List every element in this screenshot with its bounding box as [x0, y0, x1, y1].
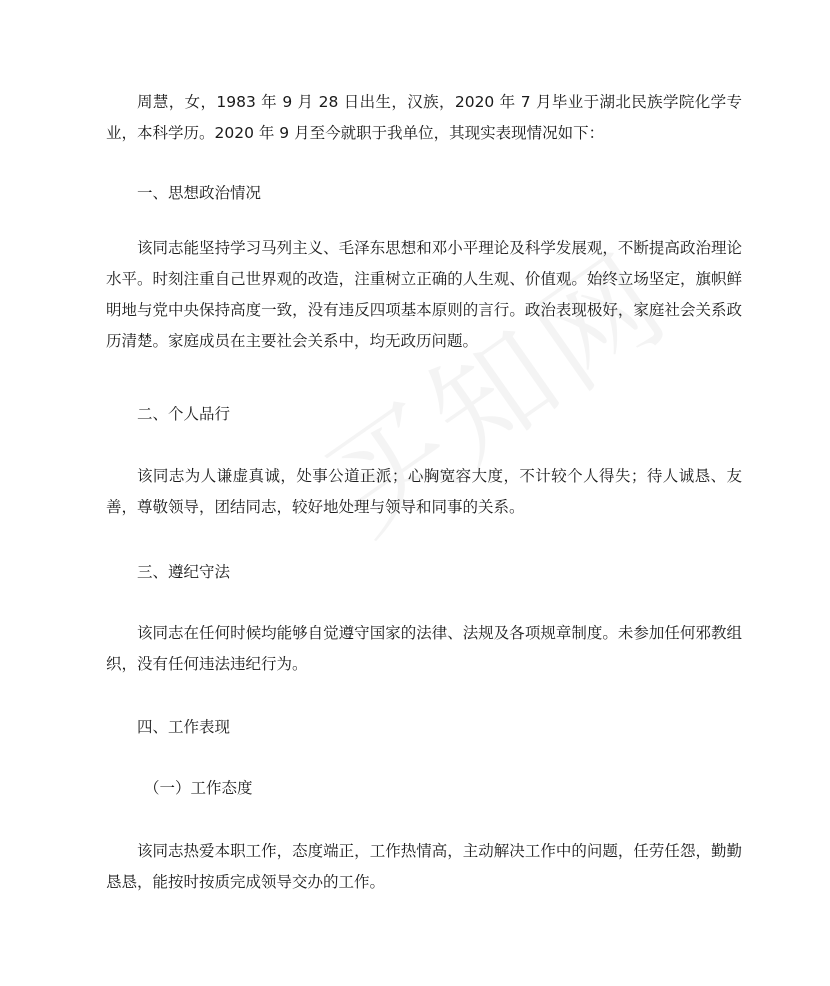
section-body-character: 该同志为人谦虚真诚，处事公道正派；心胸宽容大度，不计较个人得失；待人诚恳、友善，尊敬领导，团结同志，较好地处理与领导和同事的关系。 [106, 467, 742, 516]
section-heading-political: 一、思想政治情况 [137, 184, 262, 202]
subsection-heading-attitude: （一）工作态度 [144, 779, 253, 797]
section-heading-character: 二、个人品行 [137, 405, 231, 423]
subsection-body-attitude: 该同志热爱本职工作，态度端正，工作热情高，主动解决工作中的问题，任劳任怨，勤勤恳恳，能按时按质完成领导交办的工作。 [106, 842, 742, 891]
intro-paragraph: 周慧，女，1983 年 9 月 28 日出生，汉族，2020 年 7 月毕业于湖北民族学院化学专业，本科学历。2020 年 9 月至今就职于我单位，其现实表现情况如下： [106, 93, 742, 142]
section-heading-work: 四、工作表现 [137, 718, 231, 736]
section-body-political: 该同志能坚持学习马列主义、毛泽东思想和邓小平理论及科学发展观，不断提高政治理论水平。时刻注重自己世界观的改造，注重树立正确的人生观、价值观。始终立场坚定，旗帜鲜明地与党中央保持高度一致，没有违反四项基本原则的言行。政治表现极好，家庭社会关系政历清楚。家庭成员在主要社会关系中，均无政历问题。 [106, 239, 742, 350]
section-heading-law: 三、遵纪守法 [137, 563, 231, 581]
section-body-law: 该同志在任何时候均能够自觉遵守国家的法律、法规及各项规章制度。未参加任何邪教组织，没有任何违法违纪行为。 [106, 624, 742, 673]
